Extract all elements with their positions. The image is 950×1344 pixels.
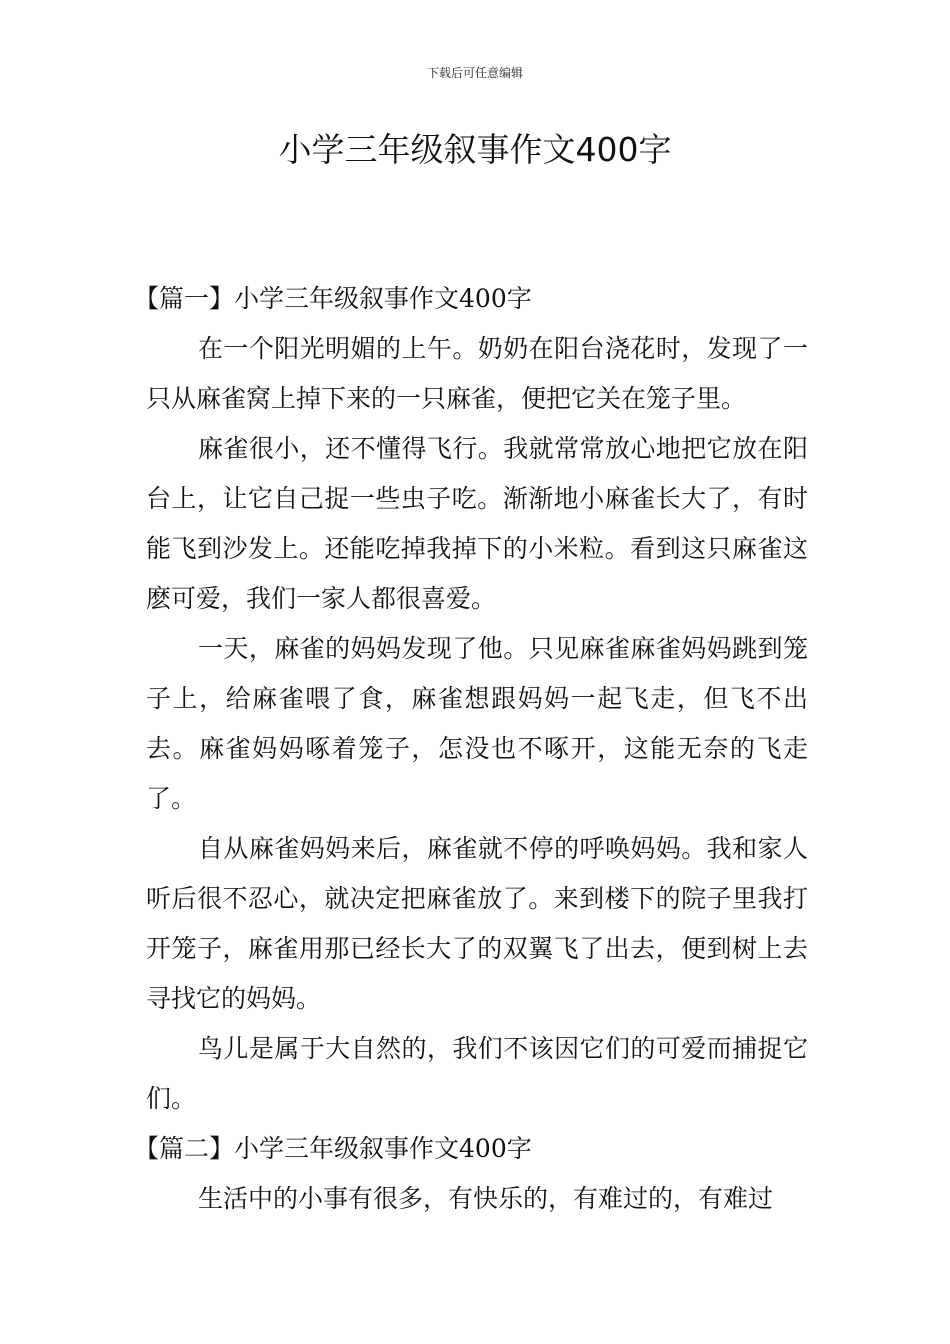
document-body bbox=[134, 274, 808, 1224]
section-heading-2: 【篇二】小学三年级叙事作文400字 bbox=[134, 1134, 532, 1163]
section-heading-1: 【篇一】小学三年级叙事作文400字 bbox=[134, 284, 532, 313]
paragraph: 鸟儿是属于大自然的，我们不该因它们的可爱而捕捉它们。 bbox=[146, 1034, 808, 1113]
paragraph: 生活中的小事有很多，有快乐的，有难过的，有难过 bbox=[198, 1184, 774, 1213]
paragraph: 在一个阳光明媚的上午。奶奶在阳台浇花时，发现了一只从麻雀窝上掉下来的一只麻雀，便把它关在笼子里。 bbox=[146, 334, 808, 413]
document-title: 小学三年级叙事作文400字 bbox=[278, 130, 672, 169]
paragraph: 自从麻雀妈妈来后，麻雀就不停的呼唤妈妈。我和家人听后很不忍心，就决定把麻雀放了。来到楼下的院子里我打开笼子，麻雀用那已经长大了的双翼飞了出去，便到树上去寻找它的妈妈。 bbox=[146, 834, 808, 1013]
paragraph: 一天，麻雀的妈妈发现了他。只见麻雀麻雀妈妈跳到笼子上，给麻雀喂了食，麻雀想跟妈妈一起飞走，但飞不出去。麻雀妈妈啄着笼子，怎没也不啄开，这能无奈的飞走了。 bbox=[146, 634, 808, 813]
paragraph: 麻雀很小，还不懂得飞行。我就常常放心地把它放在阳台上，让它自己捉一些虫子吃。渐渐地小麻雀长大了，有时能飞到沙发上。还能吃掉我掉下的小米粒。看到这只麻雀这麽可爱，我们一家人都很喜爱。 bbox=[146, 434, 808, 613]
header-note: 下载后可任意编辑 bbox=[426, 66, 523, 80]
